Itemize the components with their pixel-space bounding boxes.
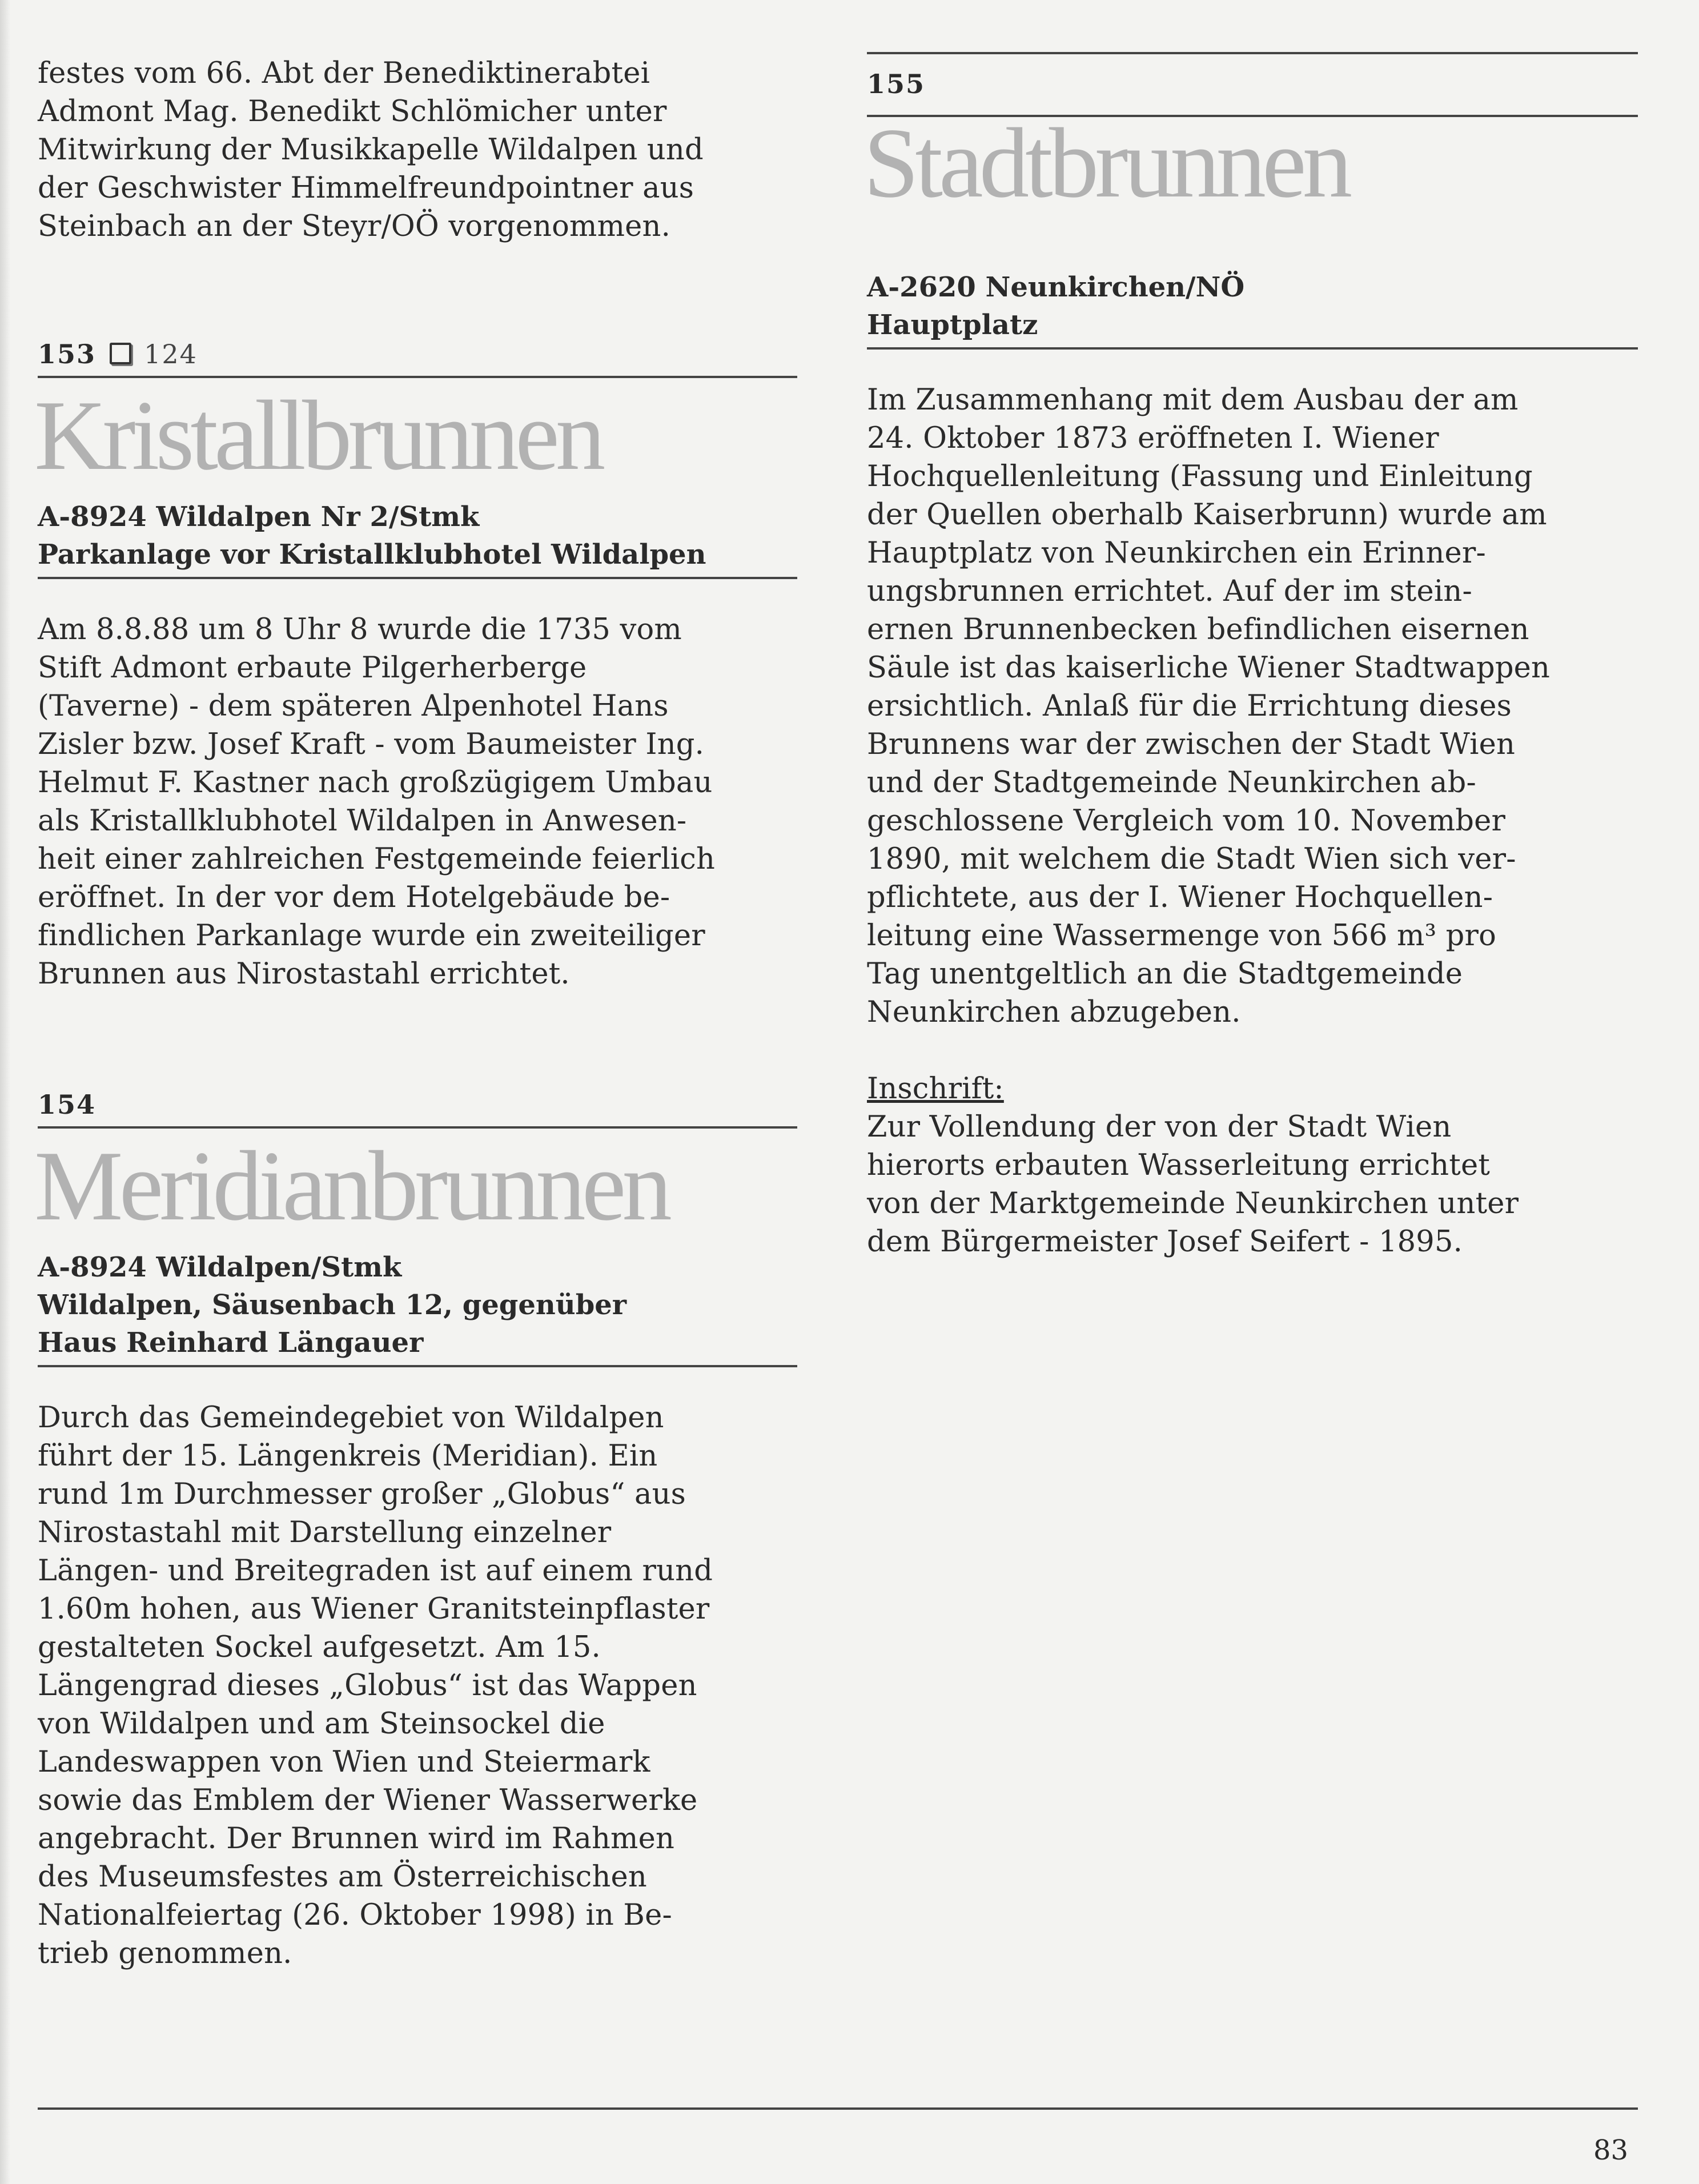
text-line: gestalteten Sockel aufgesetzt. Am 15. [38, 1631, 601, 1664]
text-line: Neunkirchen abzugeben. [867, 995, 1241, 1029]
text-line: Nationalfeiertag (26. Oktober 1998) in Be- [38, 1898, 672, 1932]
text-line: als Kristallklubhotel Wildalpen in Anwesen- [38, 804, 687, 838]
text-line: Säule ist das kaiserliche Wiener Stadtwappen [867, 651, 1551, 685]
text-line: Nirostastahl mit Darstellung einzelner [38, 1516, 612, 1549]
text-line: Stift Admont erbaute Pilgerherberge [38, 651, 587, 685]
page-edge-shadow [0, 0, 10, 2184]
text-line: Längengrad dieses „Globus“ ist das Wappen [38, 1669, 697, 1703]
address-line: A-8924 Wildalpen/Stmk [38, 1251, 402, 1283]
text-line: rund 1m Durchmesser großer „Globus“ aus [38, 1478, 686, 1511]
address-line: A-8924 Wildalpen Nr 2/Stmk [38, 501, 480, 533]
entry-address [867, 268, 1638, 350]
text-line: des Museumsfestes am Österreichischen [38, 1860, 647, 1894]
entry-number [38, 337, 797, 378]
entry-body [867, 381, 1638, 1031]
text-line: ungsbrunnen errichtet. Auf der im stein- [867, 575, 1472, 608]
text-line: Im Zusammenhang mit dem Ausbau der am [867, 383, 1519, 417]
text-line: Hauptplatz von Neunkirchen ein Erinner- [867, 536, 1486, 570]
entry-154 [34, 1087, 797, 1973]
entry-number [38, 1087, 797, 1129]
cross-reference-box-icon [110, 343, 131, 364]
text-line: Längen- und Breitegraden ist auf einem rund [38, 1554, 713, 1588]
text-line: Steinbach an der Steyr/OÖ vorgenommen. [38, 210, 670, 243]
text-line: heit einer zahlreichen Festgemeinde feierlich [38, 842, 716, 876]
text-line: angebracht. Der Brunnen wird im Rahmen [38, 1822, 675, 1856]
text-line: Admont Mag. Benedikt Schlömicher unter [38, 95, 667, 129]
text-line: Zisler bzw. Josef Kraft - vom Baumeister Ing. [38, 728, 705, 761]
entry-number [867, 52, 1638, 111]
text-line: ernen Brunnenbecken befindlichen eisernen [867, 613, 1529, 647]
entry-title: Stadtbrunnen [863, 107, 1349, 218]
entry-155 [863, 52, 1638, 1261]
inscription-block [867, 1070, 1638, 1261]
text-line: dem Bürgermeister Josef Seifert - 1895. [867, 1225, 1463, 1259]
text-line: leitung eine Wassermenge von 566 m³ pro [867, 919, 1496, 953]
text-line: trieb genommen. [38, 1937, 292, 1970]
text-line: eröffnet. In der vor dem Hotelgebäude be- [38, 881, 670, 914]
text-line: Hochquellenleitung (Fassung und Einleitung [867, 460, 1533, 493]
text-line: 1.60m hohen, aus Wiener Granitsteinpflaster [38, 1592, 710, 1626]
entry-address [38, 498, 797, 579]
entry-number-value: 153 [38, 339, 97, 370]
text-line: Helmut F. Kastner nach großzügigem Umbau [38, 766, 713, 800]
entry-number-value: 154 [38, 1089, 97, 1120]
text-line: von der Marktgemeinde Neunkirchen unter [867, 1187, 1519, 1221]
footer-rule [38, 2107, 1638, 2110]
entry-title: Kristallbrunnen [34, 380, 602, 491]
text-line: hierorts erbauten Wasserleitung errichtet [867, 1149, 1491, 1182]
inscription-label: Inschrift: [867, 1072, 1004, 1106]
text-line: Zur Vollendung der von der Stadt Wien [867, 1110, 1452, 1144]
address-line: Haus Reinhard Längauer [38, 1327, 424, 1359]
text-line: 1890, mit welchem die Stadt Wien sich ver- [867, 842, 1516, 876]
left-column [34, 54, 797, 1973]
entry-body [38, 611, 797, 993]
text-line: Brunnen aus Nirostastahl errichtet. [38, 957, 570, 991]
cross-reference-number: 124 [144, 339, 198, 370]
text-line: Tag unentgeltlich an die Stadtgemeinde [867, 957, 1463, 991]
text-line: von Wildalpen und am Steinsockel die [38, 1707, 605, 1741]
entry-address [38, 1248, 797, 1367]
text-line: Brunnens war der zwischen der Stadt Wien [867, 728, 1516, 761]
entry-body [38, 1399, 797, 1973]
entry-title: Meridianbrunnen [34, 1130, 668, 1241]
page-number: 83 [1593, 2134, 1629, 2166]
address-line: A-2620 Neunkirchen/NÖ [867, 271, 1245, 303]
text-line: Am 8.8.88 um 8 Uhr 8 wurde die 1735 vom [38, 613, 682, 647]
text-line: 24. Oktober 1873 eröffneten I. Wiener [867, 421, 1439, 455]
text-line: festes vom 66. Abt der Benediktinerabtei [38, 57, 650, 90]
entry-153 [34, 337, 797, 993]
text-line: Durch das Gemeindegebiet von Wildalpen [38, 1401, 664, 1435]
text-line: der Geschwister Himmelfreundpointner aus [38, 171, 694, 205]
text-line: und der Stadtgemeinde Neunkirchen ab- [867, 766, 1476, 800]
entry-number-value: 155 [867, 69, 926, 99]
right-column [863, 54, 1638, 1261]
text-line: führt der 15. Längenkreis (Meridian). Ein [38, 1439, 658, 1473]
text-line: geschlossene Vergleich vom 10. November [867, 804, 1506, 838]
address-line: Parkanlage vor Kristallklubhotel Wildalpen [38, 539, 706, 571]
text-line: sowie das Emblem der Wiener Wasserwerke [38, 1784, 698, 1817]
continuation-paragraph [38, 54, 797, 246]
text-line: (Taverne) - dem späteren Alpenhotel Hans [38, 689, 669, 723]
text-line: pflichtete, aus der I. Wiener Hochquellen- [867, 881, 1493, 914]
text-line: der Quellen oberhalb Kaiserbrunn) wurde am [867, 498, 1547, 532]
address-line: Hauptplatz [867, 309, 1038, 341]
text-line: Mitwirkung der Musikkapelle Wildalpen und [38, 133, 704, 167]
address-line: Wildalpen, Säusenbach 12, gegenüber [38, 1289, 627, 1321]
number-rule [867, 115, 1638, 117]
text-line: ersichtlich. Anlaß für die Errichtung dieses [867, 689, 1512, 723]
text-line: Landeswappen von Wien und Steiermark [38, 1745, 650, 1779]
text-line: findlichen Parkanlage wurde ein zweiteiliger [38, 919, 705, 953]
